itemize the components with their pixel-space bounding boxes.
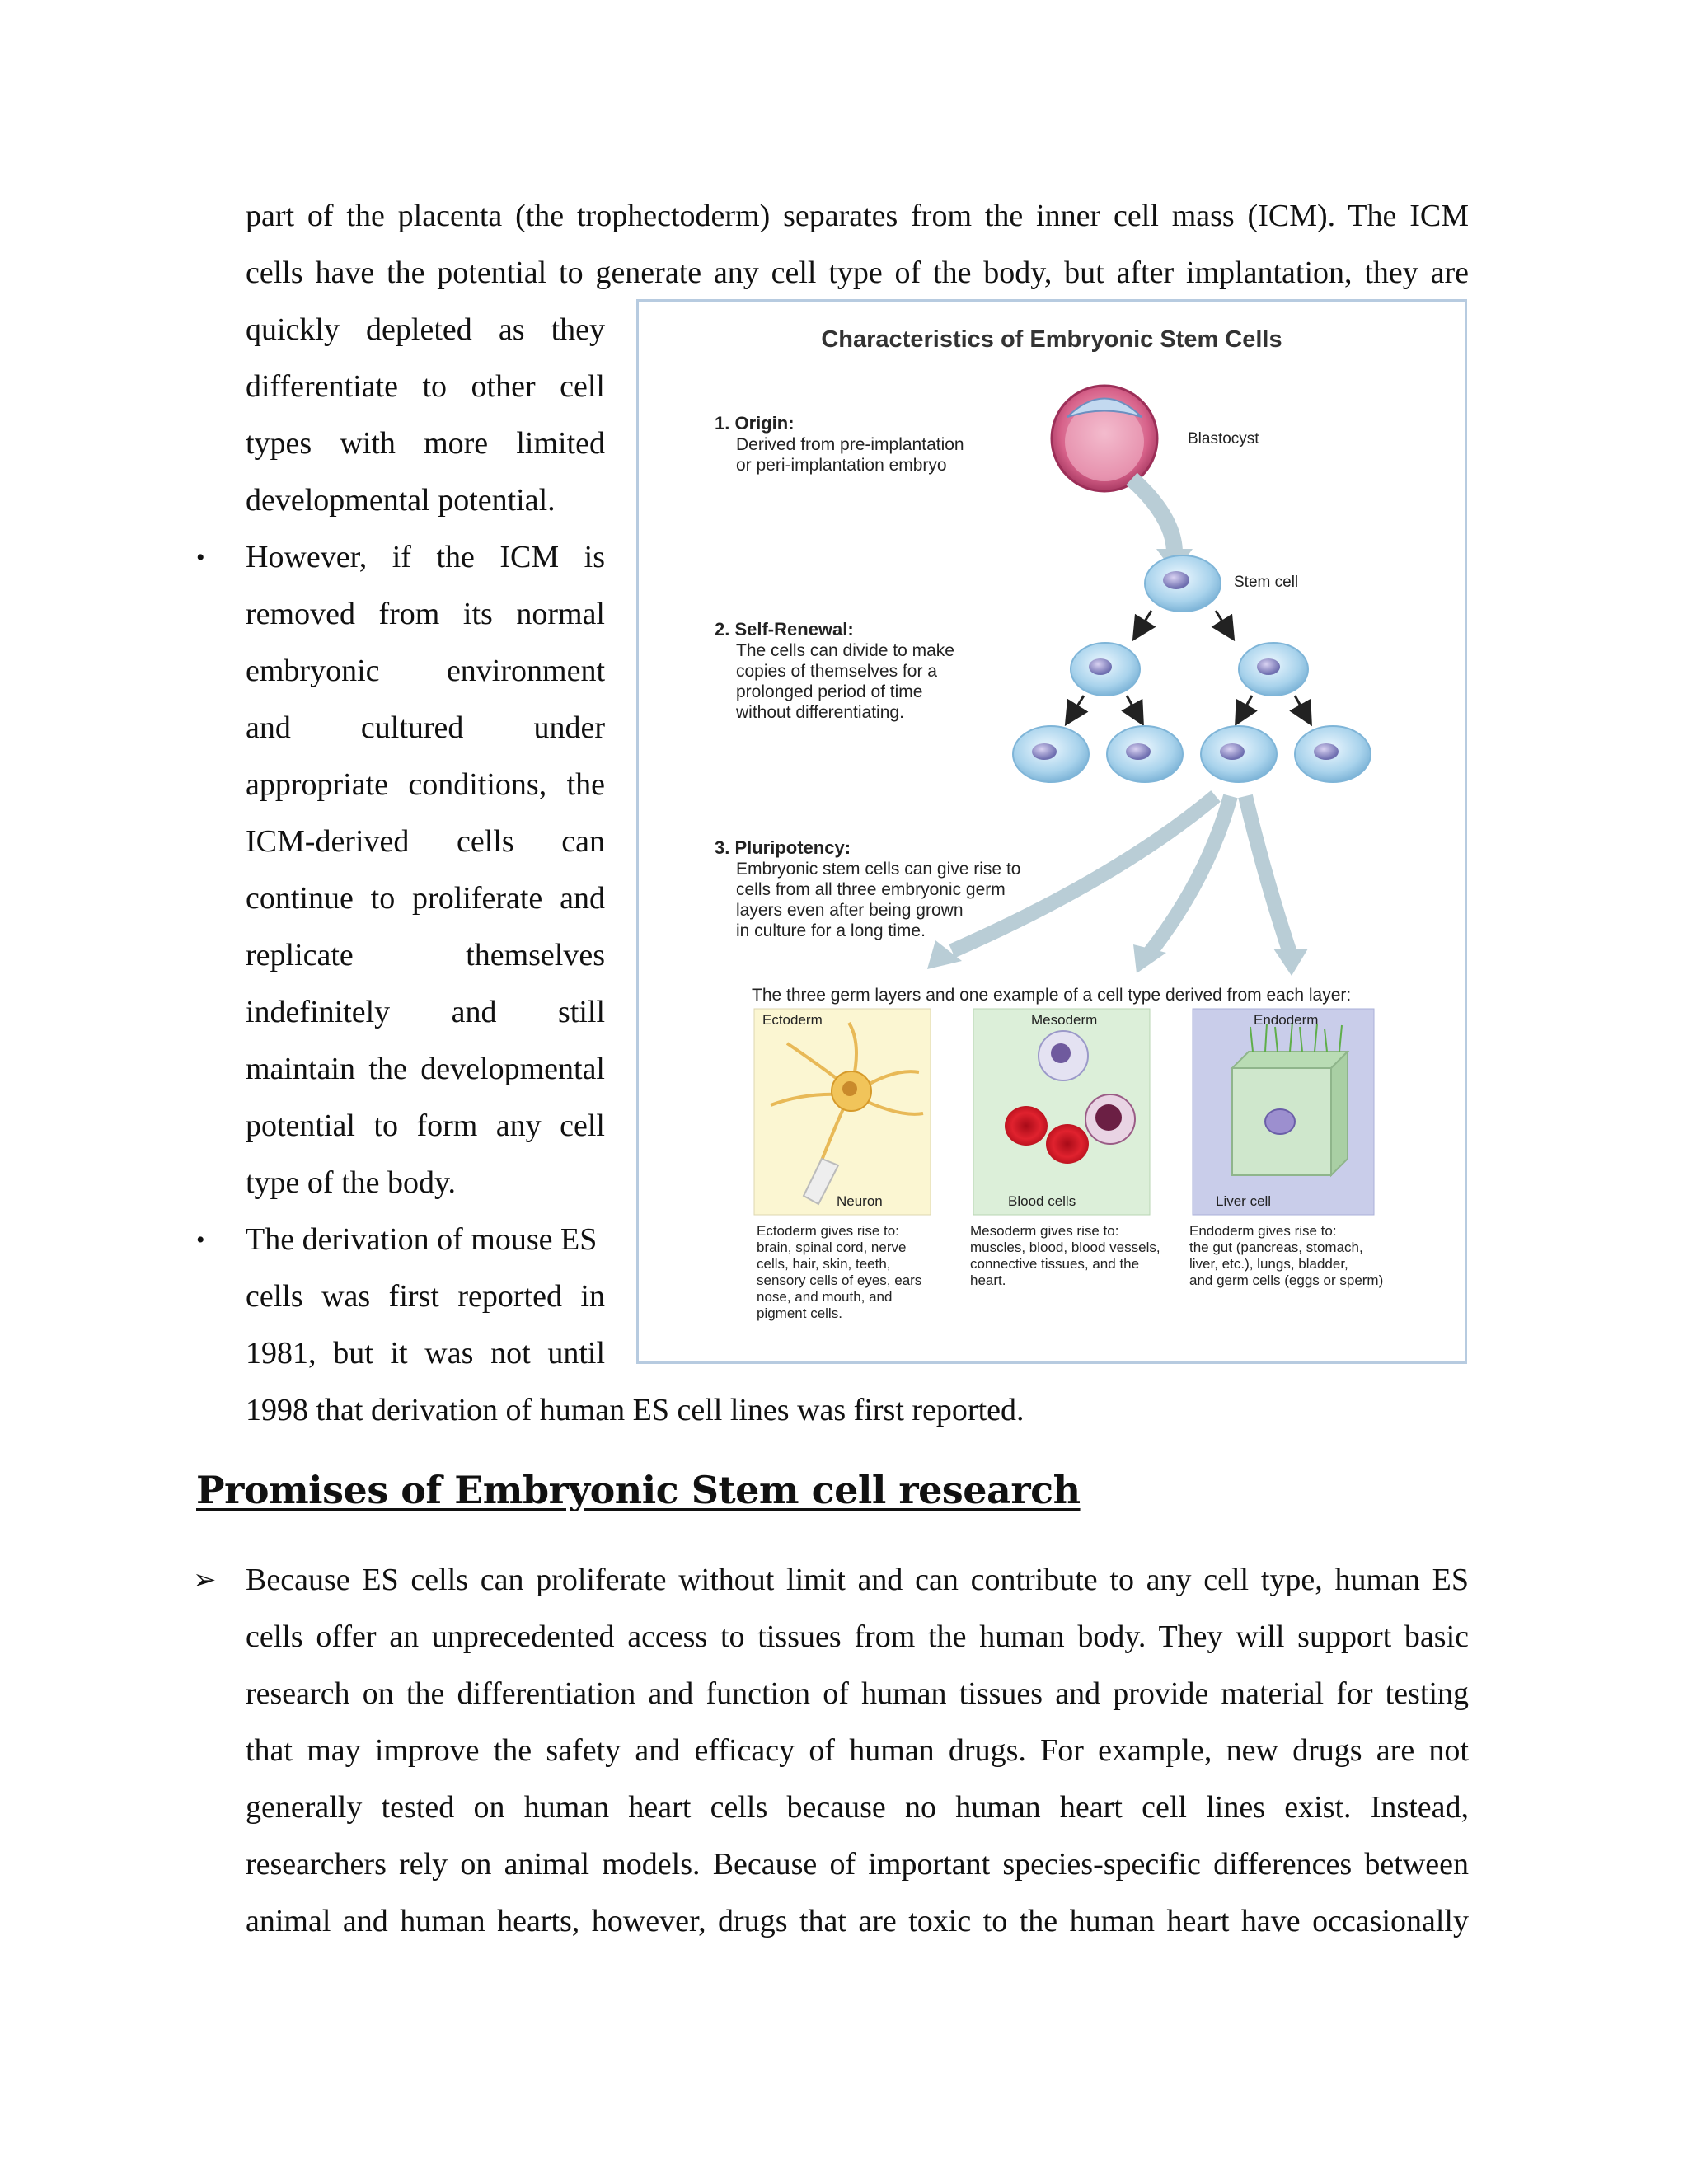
text-line: cells was first reported in	[246, 1279, 605, 1314]
text-line: ICM-derived cells can	[246, 824, 605, 859]
pluripotency-line: Embryonic stem cells can give rise to	[736, 860, 1021, 879]
liver-cell-label: Liver cell	[1216, 1193, 1272, 1209]
self-renewal-heading: 2. Self-Renewal:	[715, 619, 854, 640]
derivative-line: pigment cells.	[757, 1305, 842, 1321]
text-line: continue to proliferate and	[246, 881, 605, 916]
text-line: potential to form any cell	[246, 1108, 605, 1143]
endoderm-derivatives	[1189, 1223, 1383, 1289]
pluripotency-line: in culture for a long time.	[736, 921, 926, 940]
body-line: animal and human hearts, however, drugs that are toxic to the human heart have occasionally	[246, 1904, 1469, 1938]
body-line: researchers rely on animal models. Because of important species-specific differences between	[246, 1847, 1469, 1882]
endoderm-label: Endoderm	[1254, 1012, 1319, 1028]
blood-cells-label: Blood cells	[1008, 1193, 1076, 1209]
self-renewal-line: copies of themselves for a	[736, 662, 937, 681]
derivative-line: heart.	[970, 1272, 1006, 1288]
derivative-line: connective tissues, and the	[970, 1256, 1140, 1272]
text-line: 1981, but it was not until	[246, 1336, 605, 1371]
granddaughter-cells	[1013, 726, 1371, 782]
text-line: However, if the ICM is	[246, 540, 605, 574]
derivative-line: muscles, blood, blood vessels,	[970, 1240, 1160, 1255]
bullet-marker: •	[196, 544, 205, 571]
derivative-line: and germ cells (eggs or sperm)	[1189, 1272, 1384, 1288]
derivative-line: nose, and mouth, and	[757, 1289, 893, 1305]
derivative-line: sensory cells of eyes, ears	[757, 1272, 922, 1288]
origin-block	[715, 413, 964, 476]
body-line: cells offer an unprecedented access to tissues from the human body. They will support basic	[246, 1619, 1469, 1654]
text-line: and cultured under	[246, 710, 605, 745]
derivative-line: Ectoderm gives rise to:	[757, 1223, 899, 1239]
body-line: generally tested on human heart cells because no human heart cell lines exist. Instead,	[246, 1790, 1469, 1825]
body-line: 1998 that derivation of human ES cell lines was first reported.	[246, 1393, 1025, 1427]
origin-line: Derived from pre-implantation	[736, 435, 964, 454]
stem-cell-label: Stem cell	[1234, 574, 1299, 591]
blastocyst-illustration	[1052, 386, 1157, 491]
derivative-line: liver, etc.), lungs, bladder,	[1189, 1256, 1348, 1272]
text-line: differentiate to other cell	[246, 369, 605, 404]
bullet-marker: •	[196, 1226, 205, 1254]
text-line: maintain the developmental	[246, 1052, 605, 1086]
text-line: appropriate conditions, the	[246, 767, 605, 802]
text-line: indefinitely and still	[246, 995, 605, 1029]
text-line: quickly depleted as they	[246, 312, 605, 347]
origin-line: or peri-implantation embryo	[736, 456, 947, 475]
text-line: developmental potential.	[246, 483, 556, 518]
intro-continuation	[246, 302, 605, 529]
derivative-line: Endoderm gives rise to:	[1189, 1223, 1337, 1239]
text-line: embryonic environment	[246, 654, 605, 688]
pluripotency-block	[715, 837, 1020, 941]
neuron-label: Neuron	[837, 1193, 883, 1209]
mesoderm-label: Mesoderm	[1031, 1012, 1098, 1028]
text-line: replicate themselves	[246, 938, 605, 972]
stem-cell-illustration	[1145, 555, 1221, 612]
self-renewal-line: prolonged period of time	[736, 682, 923, 701]
origin-heading: 1. Origin:	[715, 413, 795, 434]
text-line: type of the body.	[246, 1165, 457, 1200]
text-line: The derivation of mouse ES	[246, 1222, 598, 1257]
blastocyst-label: Blastocyst	[1188, 430, 1259, 448]
pluripotency-line: layers even after being grown	[736, 901, 964, 920]
body-line: cells have the potential to generate any cell type of the body, but after implantation, they are	[246, 255, 1469, 290]
pluripotency-heading: 3. Pluripotency:	[715, 837, 851, 858]
self-renewal-line: without differentiating.	[736, 703, 904, 722]
text-line: removed from its normal	[246, 597, 605, 631]
derivative-line: Mesoderm gives rise to:	[970, 1223, 1119, 1239]
self-renewal-line: The cells can divide to make	[736, 641, 954, 660]
body-line: part of the placenta (the trophectoderm) separates from the inner cell mass (ICM). The ICM	[246, 199, 1469, 233]
ectoderm-label: Ectoderm	[762, 1012, 823, 1028]
body-line: research on the differentiation and function of human tissues and provide material for testing	[246, 1676, 1469, 1711]
derivative-line: cells, hair, skin, teeth,	[757, 1256, 891, 1272]
body-line: Because ES cells can proliferate without limit and can contribute to any cell type, human ES	[246, 1563, 1469, 1597]
derivative-line: the gut (pancreas, stomach,	[1189, 1240, 1363, 1255]
self-renewal-block	[715, 619, 954, 723]
germ-layers-caption: The three germ layers and one example of a cell type derived from each layer:	[752, 986, 1352, 1005]
derivative-line: brain, spinal cord, nerve	[757, 1240, 907, 1255]
mesoderm-derivatives	[970, 1223, 1160, 1289]
body-line: that may improve the safety and efficacy of human drugs. For example, new drugs are not	[246, 1733, 1469, 1768]
text-line: types with more limited	[246, 426, 605, 461]
figure-title: Characteristics of Embryonic Stem Cells	[821, 326, 1282, 353]
bullet-item-icm	[246, 529, 605, 1212]
daughter-cells	[1071, 643, 1308, 696]
es-cell-figure	[636, 299, 1467, 1364]
ectoderm-derivatives	[757, 1223, 921, 1322]
arrow-bullet-icon: ➢	[193, 1565, 217, 1596]
section-heading: Promises of Embryonic Stem cell research	[196, 1468, 1081, 1512]
bullet-item-derivation	[246, 1212, 605, 1382]
pluripotency-line: cells from all three embryonic germ	[736, 880, 1006, 899]
